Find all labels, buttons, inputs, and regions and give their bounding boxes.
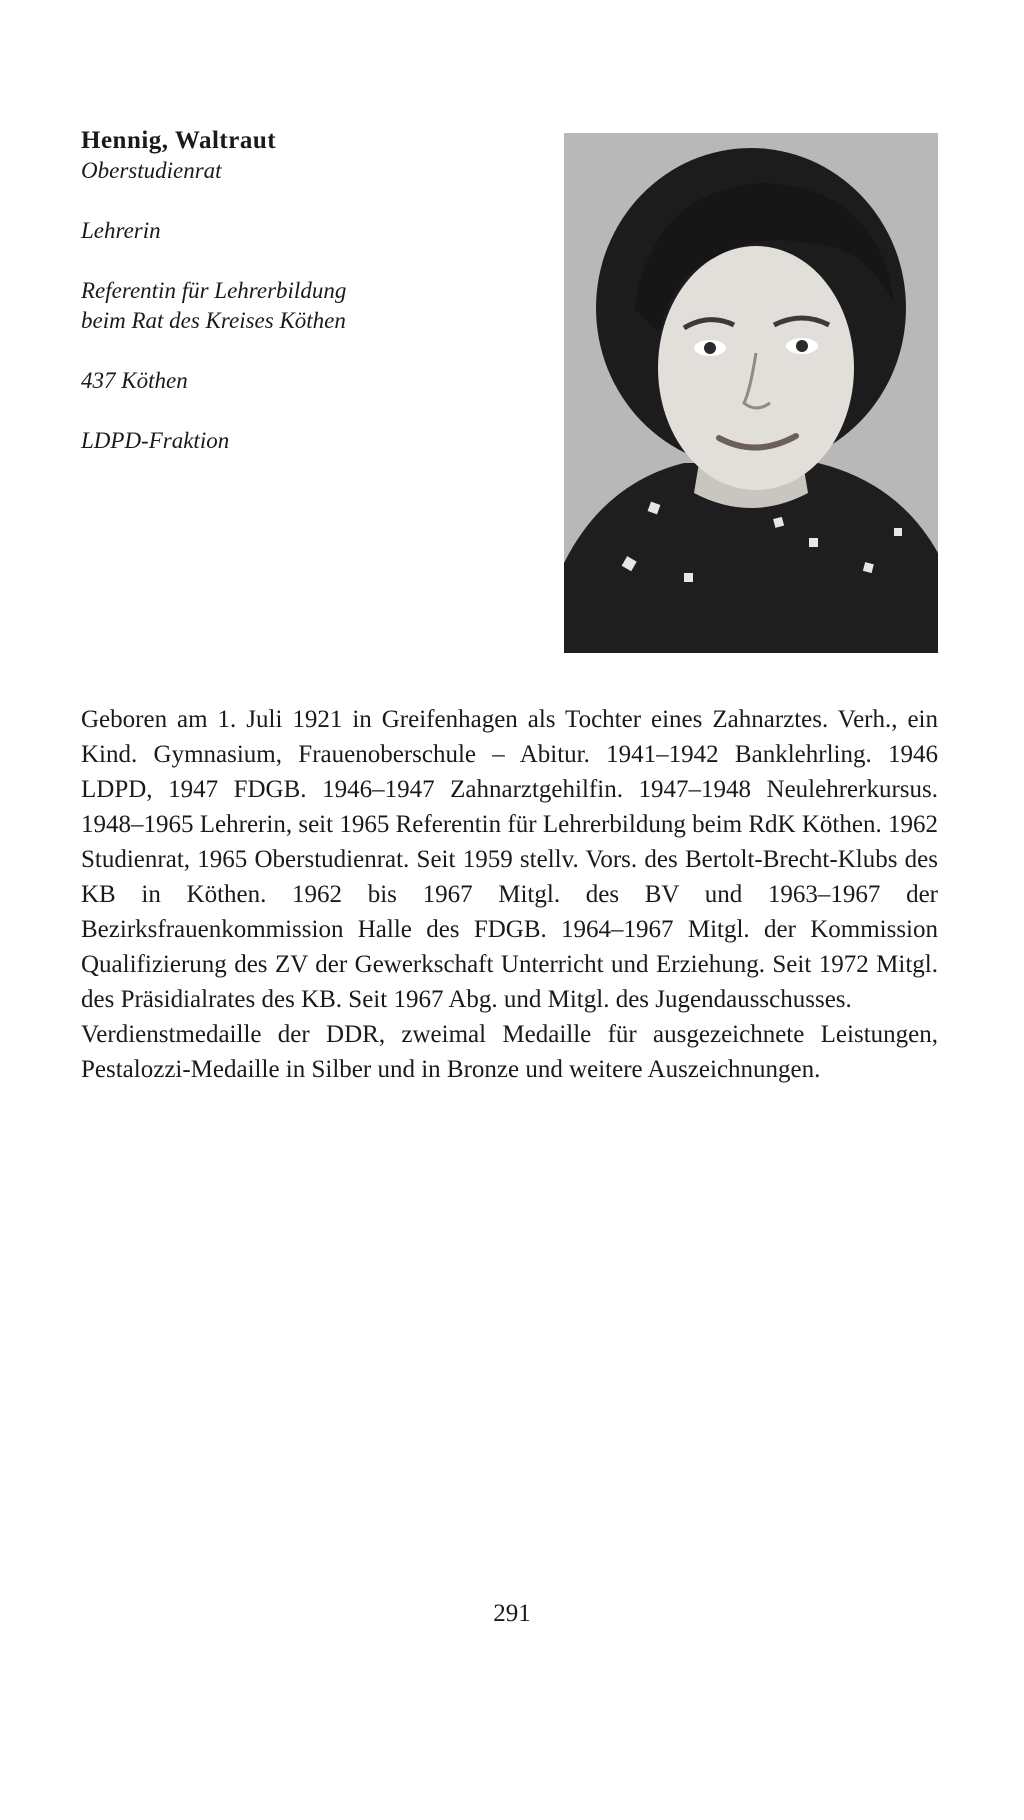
entry-header [81,126,541,456]
person-title: Oberstudienrat [81,158,222,183]
portrait-illustration [564,133,938,653]
page-number: 291 [493,1600,531,1627]
awards-paragraph: Verdienstmedaille der DDR, zweimal Medaille für ausgezeichnete Leistungen, Pestalozzi-Medaille in Silber und in Bronze und weitere Auszeichnungen. [81,1021,938,1083]
person-faction: LDPD-Fraktion [81,428,230,453]
portrait-photo [564,133,938,653]
biography-paragraph: Geboren am 1. Juli 1921 in Greifenhagen als Tochter eines Zahnarztes. Verh., ein Kind. Gymnasium, Frauenoberschule – Abitur. 1941–1942 Banklehrling. 1946 LDPD, 1947 FDGB. 1946–1947 Zahnarztgehilfin. 1947–1948 Neulehrerkursus. 1948–1965 Lehrerin, seit 1965 Referentin für Lehrerbildung beim RdK Köthen. 1962 Studienrat, 1965 Oberstudienrat. Seit 1959 stellv. Vors. des Bertolt-Brecht-Klubs des KB in Köthen. 1962 bis 1967 Mitgl. des BV und 1963–1967 der Bezirksfrauenkommission Halle des FDGB. 1964–1967 Mitgl. der Kommission Qualifizierung des ZV der Gewerkschaft Unterricht und Erziehung. Seit 1972 Mitgl. des Präsidialrates des KB. Seit 1967 Abg. und Mitgl. des Jugendausschusses. [81,706,938,1013]
person-position-continued: beim Rat des Kreises Köthen [81,308,346,333]
person-name: Hennig, Waltraut [81,127,277,154]
biography [81,702,938,1087]
person-address: 437 Köthen [81,368,188,393]
person-profession: Lehrerin [81,218,161,243]
person-position: Referentin für Lehrerbildung [81,278,347,303]
